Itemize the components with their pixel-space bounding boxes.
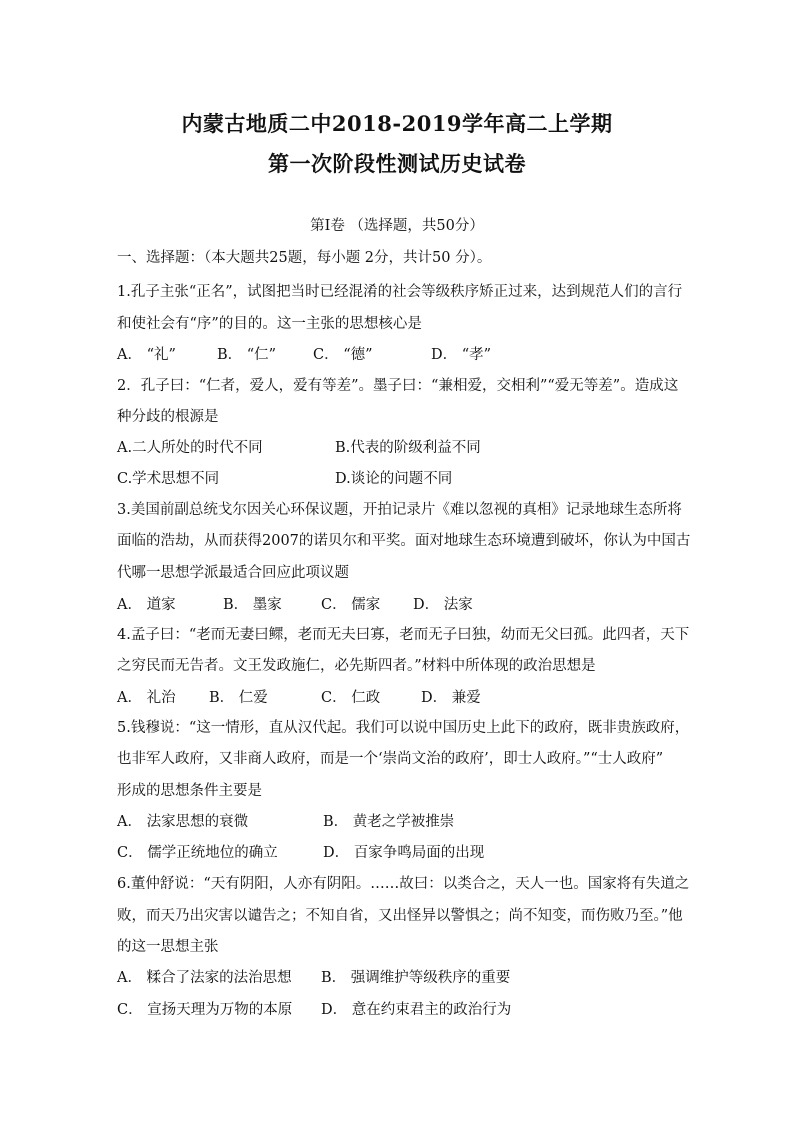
- question-6-option-b: B． 强调维护等级秩序的重要: [321, 970, 511, 986]
- question-1-option-d: D． “孝”: [431, 347, 492, 363]
- question-2-stem-line-1: 2．孔子曰：“仁者，爱人，爱有等差”。墨子曰：“兼相爱，交相利”“爱无等差”。造成这: [117, 378, 679, 394]
- question-4-option-c: C． 仁政: [321, 690, 381, 706]
- question-3-stem-line-3: 代哪一思想学派最适合回应此项议题: [117, 565, 349, 581]
- question-3-option-b: B． 墨家: [223, 597, 282, 613]
- exam-title-line2: 第一次阶段性测试历史试卷: [268, 151, 526, 176]
- question-3-stem-line-1: 3.美国前副总统戈尔因关心环保议题，开拍记录片《难以忽视的真相》记录地球生态所将: [117, 502, 682, 518]
- question-1-stem-line-2: 和使社会有“序”的目的。这一主张的思想核心是: [117, 316, 422, 332]
- question-6-stem-line-2: 败，而天乃出灾害以谴告之；不知自省，又出怪异以警惧之；尚不知变，而伤败乃至。”他: [117, 908, 683, 924]
- question-1-option-b: B． “仁”: [217, 347, 277, 363]
- question-6-option-c: C． 宣扬天理为万物的本原: [117, 1002, 293, 1018]
- question-6-option-d: D． 意在约束君主的政治行为: [321, 1002, 512, 1018]
- question-2-option-a: A.二人所处的时代不同: [117, 440, 263, 456]
- question-5-option-d: D． 百家争鸣局面的出现: [323, 845, 485, 861]
- question-3-option-c: C． 儒家: [321, 597, 381, 613]
- question-2-option-d: D.谈论的问题不同: [335, 471, 453, 487]
- question-5-stem-line-1: 5.钱穆说：“这一情形，直从汉代起。我们可以说中国历史上此下的政府，既非贵族政府，: [117, 720, 690, 736]
- question-3-option-a: A． 道家: [117, 597, 176, 613]
- question-4-stem-line-1: 4.孟子曰：“老而无妻曰鳏，老而无夫曰寡，老而无子曰独，幼而无父曰孤。此四者，天下: [117, 627, 690, 643]
- question-1-stem-line-1: 1.孔子主张“正名”，试图把当时已经混淆的社会等级秩序矫正过来，达到规范人们的言行: [117, 284, 683, 300]
- question-6-stem-line-1: 6.董仲舒说：“天有阴阳，人亦有阴阳。……故曰：以类合之，天人一也。国家将有失道之: [117, 876, 690, 892]
- question-4-option-a: A． 礼治: [117, 690, 176, 706]
- section-title: 第Ⅰ卷 （选择题，共50分）: [310, 218, 484, 234]
- question-4-option-b: B． 仁爱: [209, 690, 268, 706]
- section-instruction: 一、选择题：（本大题共25题，每小题 2分，共计50 分）。: [117, 250, 492, 266]
- question-3-option-d: D． 法家: [413, 597, 473, 613]
- exam-title-line1: 内蒙古地质二中2018-2019学年高二上学期: [181, 111, 613, 136]
- question-2-option-b: B.代表的阶级利益不同: [335, 440, 481, 456]
- question-4-option-d: D． 兼爱: [421, 690, 481, 706]
- question-1-option-a: A． “礼”: [117, 347, 176, 363]
- question-2-option-c: C.学术思想不同: [117, 471, 220, 487]
- question-5-option-c: C． 儒学正统地位的确立: [117, 845, 278, 861]
- question-6-stem-line-3: 的这一思想主张: [117, 939, 219, 955]
- question-2-stem-line-2: 种分歧的根源是: [117, 409, 219, 425]
- question-5-option-b: B． 黄老之学被推崇: [323, 814, 455, 830]
- question-1-option-c: C． “德”: [313, 347, 373, 363]
- question-5-stem-line-3: 形成的思想条件主要是: [117, 783, 262, 799]
- question-5-option-a: A． 法家思想的衰微: [117, 814, 249, 830]
- question-4-stem-line-2: 之穷民而无告者。文王发政施仁，必先斯四者。”材料中所体现的政治思想是: [117, 658, 596, 674]
- question-5-stem-line-2: 也非军人政府，又非商人政府，而是一个‘崇尚文治的政府’，即士人政府。”“士人政府”: [117, 751, 664, 767]
- question-6-option-a: A． 糅合了法家的法治思想: [117, 970, 292, 986]
- question-3-stem-line-2: 面临的浩劫，从而获得2007的诺贝尔和平奖。面对地球生态环境遭到破坏，你认为中国古: [117, 533, 691, 549]
